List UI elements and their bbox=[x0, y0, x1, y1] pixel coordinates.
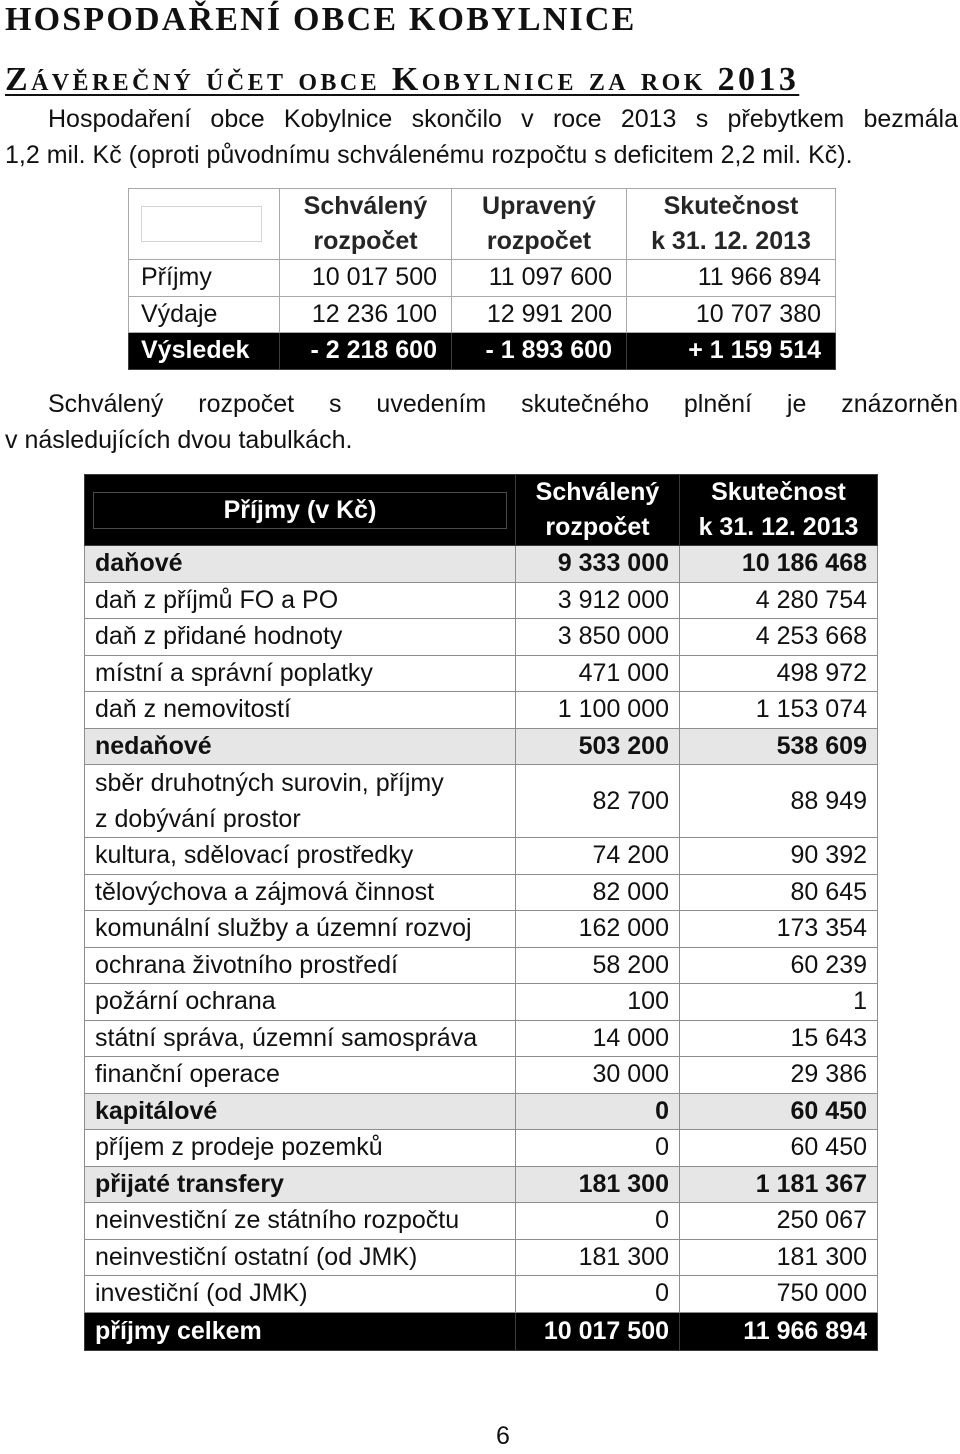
actual-value: 538 609 bbox=[680, 729, 878, 766]
header-category-label: Příjmy (v Kč) bbox=[223, 495, 377, 524]
table-row bbox=[84, 984, 878, 1021]
row-label: kultura, sdělovací prostředky bbox=[84, 838, 516, 875]
table-row bbox=[84, 1130, 878, 1167]
category-row bbox=[84, 1167, 878, 1204]
row-label: přijaté transfery bbox=[84, 1167, 516, 1204]
actual-value: 80 645 bbox=[680, 875, 878, 912]
actual-value: 250 067 bbox=[680, 1203, 878, 1240]
table-row bbox=[84, 875, 878, 912]
table-row bbox=[84, 948, 878, 985]
approved-value: 82 000 bbox=[516, 875, 680, 912]
row-label: daňové bbox=[84, 546, 516, 583]
table-row bbox=[84, 1240, 878, 1277]
income-table bbox=[84, 474, 878, 1351]
header-corner-cell bbox=[128, 188, 280, 260]
row-label: finanční operace bbox=[84, 1057, 516, 1094]
approved-value: 14 000 bbox=[516, 1021, 680, 1058]
actual-value: 1 181 367 bbox=[680, 1167, 878, 1204]
row-label: investiční (od JMK) bbox=[84, 1276, 516, 1313]
actual-value: 29 386 bbox=[680, 1057, 878, 1094]
approved-value: 503 200 bbox=[516, 729, 680, 766]
intro-paragraph bbox=[5, 101, 958, 173]
header-approved: Schválený rozpočet bbox=[280, 188, 452, 260]
row-label: Výdaje bbox=[128, 297, 280, 334]
header-adjusted: Upravený rozpočet bbox=[452, 188, 627, 260]
header-actual: Skutečnost k 31. 12. 2013 bbox=[627, 188, 836, 260]
table-row bbox=[84, 1203, 878, 1240]
approved-value: 471 000 bbox=[516, 656, 680, 693]
intro-line: Hospodaření obce Kobylnice skončilo v roce 2013 s přebytkem bezmála bbox=[48, 105, 958, 133]
approved-value: 100 bbox=[516, 984, 680, 1021]
approved-value: 1 100 000 bbox=[516, 692, 680, 729]
section-subtitle: Závěrečný účet obce Kobylnice za rok 2013 bbox=[5, 61, 800, 98]
row-label: daň z přidané hodnoty bbox=[84, 619, 516, 656]
transition-line: Schválený rozpočet s uvedením skutečného plnění je znázorněn bbox=[48, 390, 958, 418]
header-actual: Skutečnost k 31. 12. 2013 bbox=[680, 474, 878, 546]
actual-value: 4 253 668 bbox=[680, 619, 878, 656]
actual-value: 60 239 bbox=[680, 948, 878, 985]
actual-value: + 1 159 514 bbox=[627, 333, 836, 370]
table-row bbox=[84, 765, 878, 838]
row-label: daň z nemovitostí bbox=[84, 692, 516, 729]
approved-value: 162 000 bbox=[516, 911, 680, 948]
approved-value: 0 bbox=[516, 1203, 680, 1240]
row-label: ochrana životního prostředí bbox=[84, 948, 516, 985]
table-row bbox=[84, 656, 878, 693]
summary-row-expenses bbox=[128, 297, 836, 334]
header-category bbox=[84, 474, 516, 546]
actual-value: 10 186 468 bbox=[680, 546, 878, 583]
actual-value: 60 450 bbox=[680, 1130, 878, 1167]
approved-value: 9 333 000 bbox=[516, 546, 680, 583]
income-table-header bbox=[84, 474, 878, 546]
total-row bbox=[84, 1313, 878, 1351]
actual-value: 10 707 380 bbox=[627, 297, 836, 334]
category-row bbox=[84, 1094, 878, 1131]
approved-value: 74 200 bbox=[516, 838, 680, 875]
adjusted-value: - 1 893 600 bbox=[452, 333, 627, 370]
intro-line: 1,2 mil. Kč (oproti původnímu schválenému rozpočtu s deficitem 2,2 mil. Kč). bbox=[5, 141, 853, 169]
transition-paragraph bbox=[5, 386, 958, 458]
row-label: požární ochrana bbox=[84, 984, 516, 1021]
transition-line: v následujících dvou tabulkách. bbox=[5, 426, 353, 454]
category-row bbox=[84, 546, 878, 583]
adjusted-value: 12 991 200 bbox=[452, 297, 627, 334]
approved-value: - 2 218 600 bbox=[280, 333, 452, 370]
actual-value: 60 450 bbox=[680, 1094, 878, 1131]
row-label: daň z příjmů FO a PO bbox=[84, 583, 516, 620]
approved-value: 10 017 500 bbox=[516, 1313, 680, 1351]
actual-value: 750 000 bbox=[680, 1276, 878, 1313]
approved-value: 82 700 bbox=[516, 765, 680, 838]
row-label: příjem z prodeje pozemků bbox=[84, 1130, 516, 1167]
header-approved: Schválený rozpočet bbox=[516, 474, 680, 546]
approved-value: 0 bbox=[516, 1094, 680, 1131]
approved-value: 181 300 bbox=[516, 1167, 680, 1204]
table-row bbox=[84, 911, 878, 948]
row-label: sběr druhotných surovin, příjmy z dobývání prostor bbox=[84, 765, 516, 838]
approved-value: 58 200 bbox=[516, 948, 680, 985]
approved-value: 181 300 bbox=[516, 1240, 680, 1277]
table-row bbox=[84, 1276, 878, 1313]
actual-value: 90 392 bbox=[680, 838, 878, 875]
adjusted-value: 11 097 600 bbox=[452, 260, 627, 297]
page-number: 6 bbox=[496, 1422, 510, 1450]
row-label: kapitálové bbox=[84, 1094, 516, 1131]
approved-value: 12 236 100 bbox=[280, 297, 452, 334]
approved-value: 0 bbox=[516, 1276, 680, 1313]
table-row bbox=[84, 1021, 878, 1058]
row-label: nedaňové bbox=[84, 729, 516, 766]
actual-value: 1 bbox=[680, 984, 878, 1021]
actual-value: 173 354 bbox=[680, 911, 878, 948]
table-row bbox=[84, 838, 878, 875]
approved-value: 30 000 bbox=[516, 1057, 680, 1094]
row-label: Výsledek bbox=[128, 333, 280, 370]
actual-value: 15 643 bbox=[680, 1021, 878, 1058]
row-label: tělovýchova a zájmová činnost bbox=[84, 875, 516, 912]
actual-value: 1 153 074 bbox=[680, 692, 878, 729]
row-label: Příjmy bbox=[128, 260, 280, 297]
table-row bbox=[84, 1057, 878, 1094]
approved-value: 3 850 000 bbox=[516, 619, 680, 656]
row-label: neinvestiční ze státního rozpočtu bbox=[84, 1203, 516, 1240]
summary-table bbox=[128, 188, 836, 370]
actual-value: 181 300 bbox=[680, 1240, 878, 1277]
actual-value: 11 966 894 bbox=[627, 260, 836, 297]
row-label: příjmy celkem bbox=[84, 1313, 516, 1351]
actual-value: 88 949 bbox=[680, 765, 878, 838]
summary-row-result bbox=[128, 333, 836, 370]
row-label: neinvestiční ostatní (od JMK) bbox=[84, 1240, 516, 1277]
approved-value: 0 bbox=[516, 1130, 680, 1167]
approved-value: 10 017 500 bbox=[280, 260, 452, 297]
actual-value: 498 972 bbox=[680, 656, 878, 693]
summary-row-income bbox=[128, 260, 836, 297]
summary-table-header bbox=[128, 188, 836, 260]
row-label: místní a správní poplatky bbox=[84, 656, 516, 693]
actual-value: 11 966 894 bbox=[680, 1313, 878, 1351]
actual-value: 4 280 754 bbox=[680, 583, 878, 620]
table-row bbox=[84, 619, 878, 656]
approved-value: 3 912 000 bbox=[516, 583, 680, 620]
page-title: HOSPODAŘENÍ OBCE KOBYLNICE bbox=[5, 1, 637, 38]
corner-box bbox=[141, 206, 262, 242]
table-row bbox=[84, 692, 878, 729]
table-row bbox=[84, 583, 878, 620]
category-row bbox=[84, 729, 878, 766]
row-label: komunální služby a územní rozvoj bbox=[84, 911, 516, 948]
row-label: státní správa, územní samospráva bbox=[84, 1021, 516, 1058]
